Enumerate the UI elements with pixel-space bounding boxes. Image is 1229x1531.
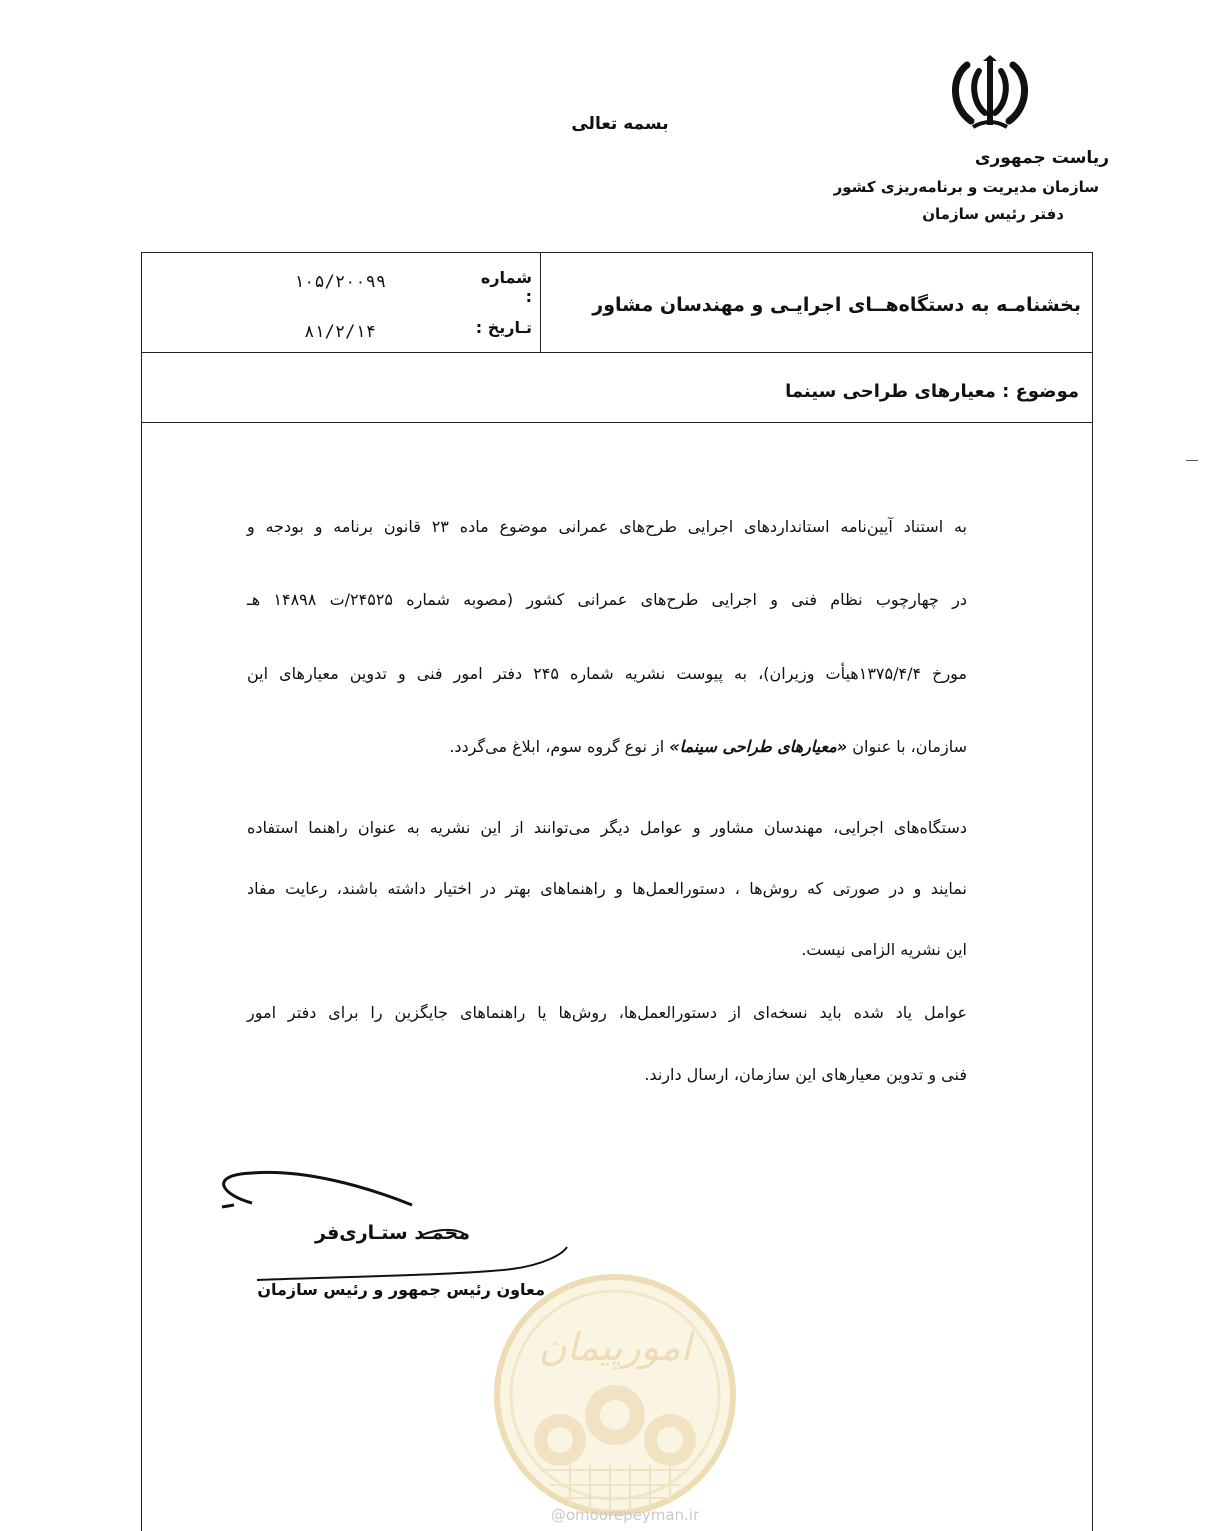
date-label: تـاریخ :	[475, 318, 532, 337]
date-value: ۸۱/۲/۱۴	[304, 322, 376, 342]
org-management-planning: سازمان مدیریت و برنامه‌ریزی کشور	[833, 178, 1099, 196]
subject-line: موضوع : معیارهای طراحی سینما	[785, 381, 1079, 402]
bismillah-text: بسمه تعالی	[571, 114, 669, 134]
frame-divider	[141, 422, 1092, 423]
body-text: از نوع گروه سوم، ابلاغ می‌گردد.	[449, 737, 670, 756]
body-text: سازمان، با عنوان	[847, 737, 967, 756]
meta-divider	[540, 252, 541, 352]
scan-mark	[1186, 460, 1198, 461]
number-label: شماره :	[480, 268, 532, 306]
watermark-url: @omoorepeyman.ir	[550, 1506, 700, 1524]
signer-title: معاون رئیس جمهور و رئیس سازمان	[257, 1280, 545, 1299]
body-line: این نشریه الزامی نیست.	[801, 940, 967, 959]
body-line: مورخ ۱۳۷۵/۴/۴هیأت وزیران)، به پیوست نشریه شماره ۲۴۵ دفتر امور فنی و تدوین معیارهای این	[247, 664, 968, 683]
iran-emblem-icon	[945, 55, 1035, 135]
signer-name: محمـد ستـاری‌فر	[315, 1222, 470, 1244]
body-line: به استناد آیین‌نامه استانداردهای اجرایی طرح‌های عمرانی موضوع ماده ۲۳ قانون برنامه و بودجه و	[247, 517, 968, 536]
publication-title: «معیارهای طراحی سینما»	[669, 737, 848, 756]
org-head-office: دفتر رئیس سازمان	[922, 205, 1064, 223]
org-presidency: ریاست جمهوری	[974, 148, 1109, 168]
body-line: عوامل یاد شده باید نسخه‌ای از دستورالعمل‌ها، روش‌ها یا راهنماهای جایگزین را برای دفتر امور	[247, 1003, 967, 1022]
watermark-logo	[490, 1270, 740, 1520]
number-value: ۱۰۵/۲۰۰۹۹	[293, 272, 387, 292]
body-line: فنی و تدوین معیارهای این سازمان، ارسال دارند.	[644, 1065, 967, 1084]
frame-divider	[141, 352, 1092, 353]
body-line: نمایند و در صورتی که روش‌ها ، دستورالعمل‌ها و راهنماهای بهتر در اختیار داشته باشند، رعایت مفاد	[247, 879, 967, 898]
body-line	[449, 737, 967, 756]
watermark-logo-text: امورپیمان	[538, 1325, 692, 1369]
body-line: دستگاه‌های اجرایی، مهندسان مشاور و عوامل دیگر می‌توانند از این نشریه به عنوان راهنما استفاده	[247, 818, 967, 837]
body-line: در چهارچوب نظام فنی و اجرایی طرح‌های عمرانی کشور (مصوبه شماره ۲۴۵۲۵/ت ۱۴۸۹۸ هـ	[247, 590, 967, 609]
recipients-heading: بخشنامـه به دستگاه‌هــای اجرایـی و مهندسان مشاور	[592, 294, 1081, 316]
